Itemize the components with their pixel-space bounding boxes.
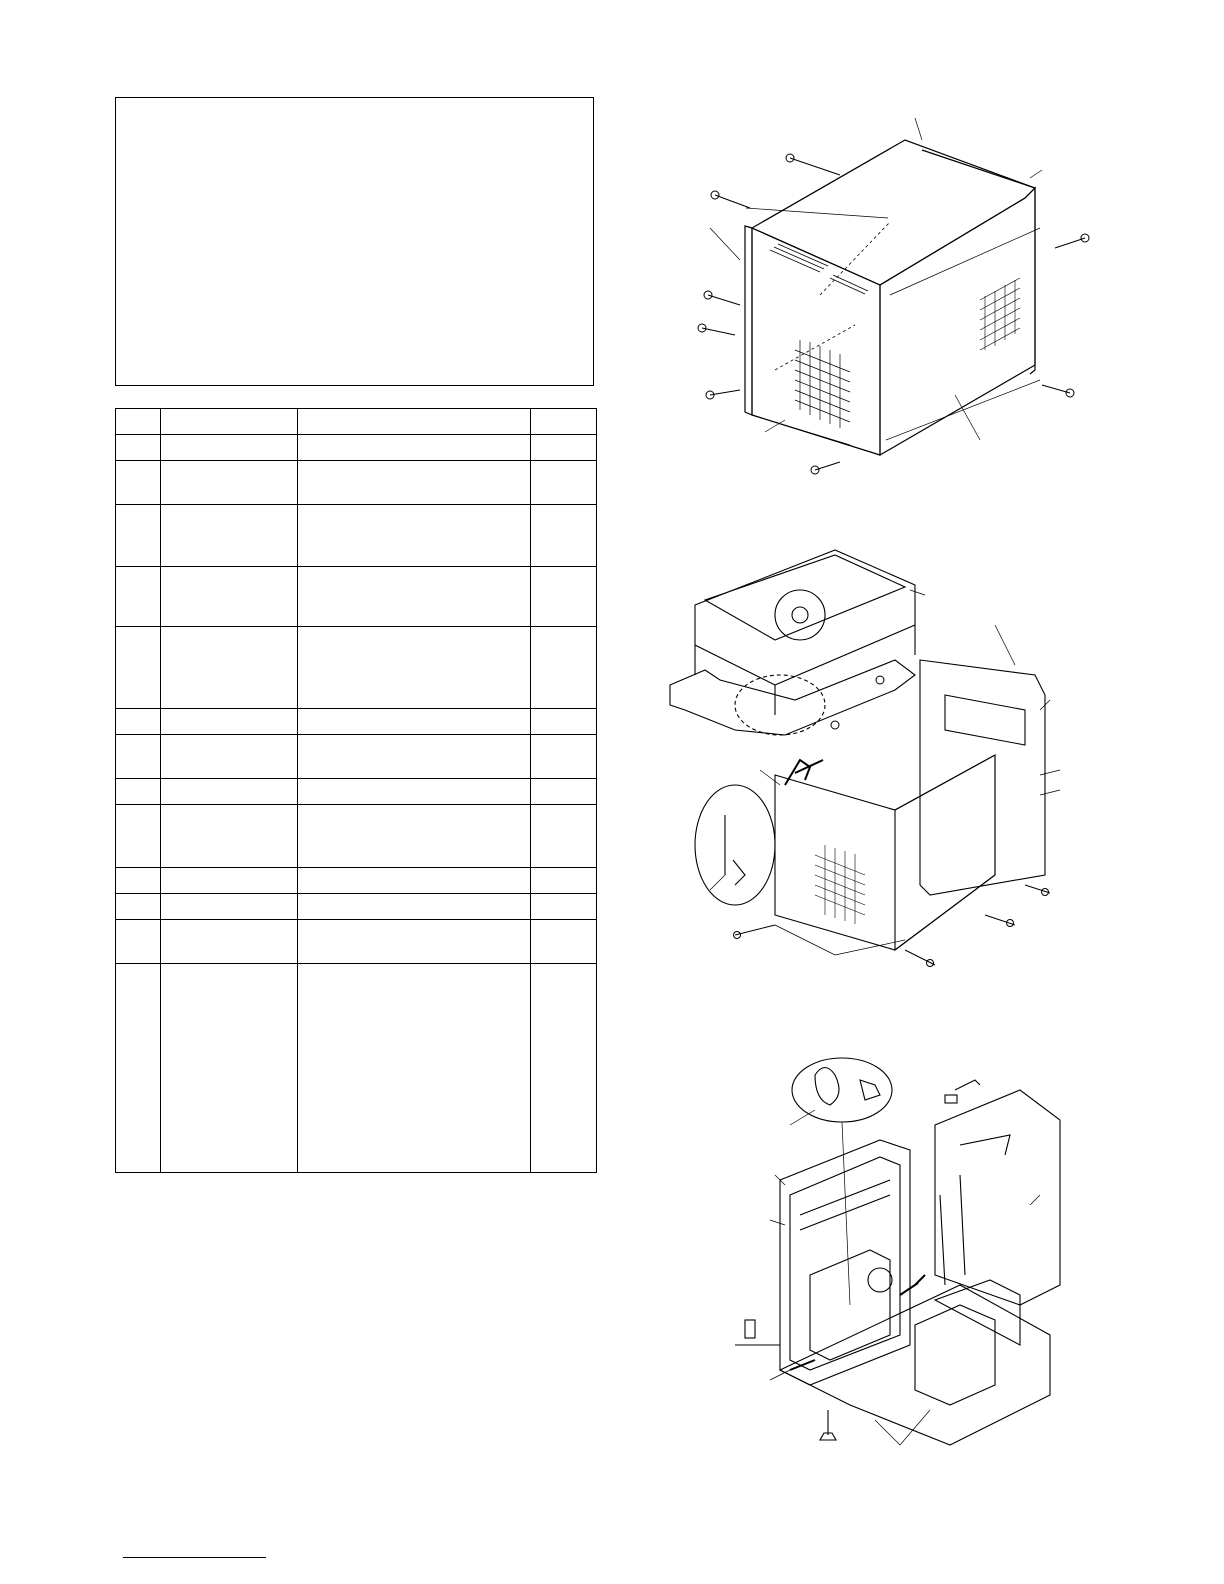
table-row (116, 461, 597, 505)
table-row (116, 435, 597, 461)
table-row (116, 964, 597, 1173)
table-row (116, 920, 597, 964)
main-pwb-and-power-unit-figure (720, 1045, 1070, 1465)
footer-rule (123, 1557, 266, 1558)
table-row (116, 735, 597, 779)
cabinet-removal-figure (690, 110, 1100, 490)
cabinet-drawing (690, 110, 1100, 490)
table-row (116, 627, 597, 709)
table-row (116, 779, 597, 805)
main-pwb-drawing (720, 1045, 1070, 1465)
table-row (116, 567, 597, 627)
cd-mechanism-drawing (665, 545, 1075, 985)
table-row (116, 709, 597, 735)
table-row (116, 505, 597, 567)
table-row (116, 805, 597, 868)
table-row (116, 868, 597, 894)
table-header-row (116, 409, 597, 435)
notice-box (115, 97, 594, 386)
cd-mechanism-and-rear-panel-figure (665, 545, 1075, 985)
table-row (116, 894, 597, 920)
disassembly-steps-table (115, 408, 597, 1173)
